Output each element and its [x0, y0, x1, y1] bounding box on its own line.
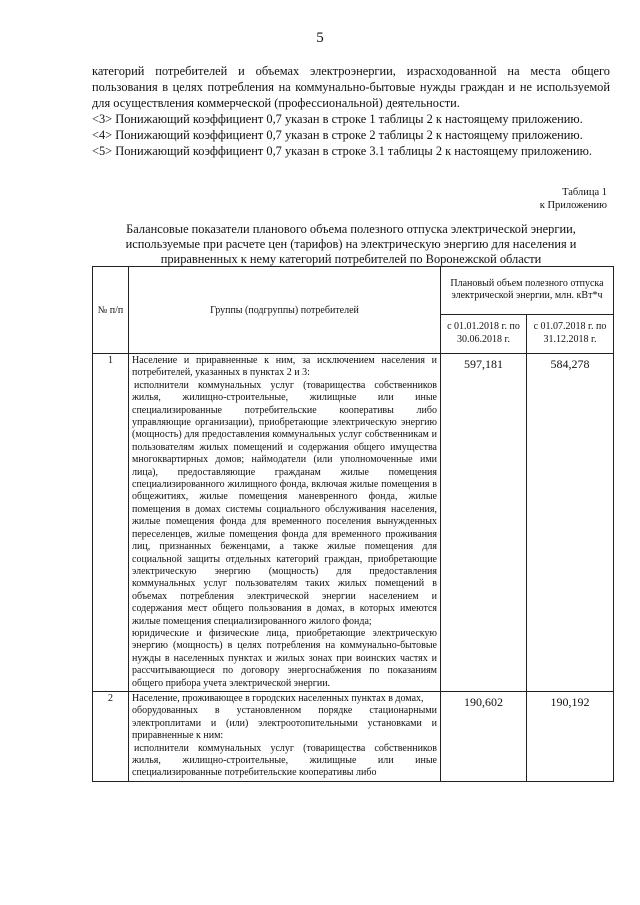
- header-period-2: с 01.07.2018 г. по 31.12.2018 г.: [527, 314, 614, 353]
- row-value-period-1: 190,602: [441, 691, 527, 781]
- table-caption-number: Таблица 1: [562, 187, 607, 198]
- group-paragraph: Население, проживающее в городских населенных пунктах в домах,: [132, 692, 424, 704]
- group-paragraph: Население и приравненные к ним, за исключением населения и потребителей, указанных в пунктах 2 и 3:: [132, 355, 437, 379]
- table-caption-appendix: к Приложению: [539, 200, 607, 211]
- table-header-row: [93, 267, 614, 315]
- page-number: 5: [316, 30, 324, 46]
- group-paragraph: оборудованных в установленном порядке стационарными электроплитами и (или) электроотопительными установками и приравненные к ним:: [132, 705, 437, 742]
- footnote-5: <5> Понижающий коэффициент 0,7 указан в строке 3.1 таблицы 2 к настоящему приложению.: [92, 144, 593, 158]
- footnote-4: <4> Понижающий коэффициент 0,7 указан в строке 2 таблицы 2 к настоящему приложению.: [92, 128, 583, 142]
- group-paragraph: исполнители коммунальных услуг (товарищества собственников жилья, жилищно-строительные, жилищные или иные специализированные потребительские кооперативы либо управляющие организации), приобретающие электрическую энергию (мощность) для предоставления коммунальных услуг собственникам и пользователям жилых помещений и содержания общего имущества многоквартирных домов; наймодатели (или уполномоченные ими лица), предоставляющие гражданам жилые помещения специализированного жилищного фонда, включая жилые помещения в общежитиях, жилые помещения маневренного фонда, жилые помещения в домах системы социального обслуживания населения, жилые помещения фонда для временного поселения вынужденных переселенцев, жилые помещения фонда для временного проживания лиц, признанных беженцами, а также жилые помещения для социальной защиты отдельных категорий граждан, приобретающие электрическую энергию (мощность) для предоставления коммунальных услуг пользователям таких жилых помещений в объемах потребления электрической энергии населением и содержания мест общего пользования в домах, в которых имеются жилые помещения специализированного жилого фонда;: [132, 379, 437, 627]
- row-group-description: [129, 691, 441, 781]
- header-period-1: с 01.01.2018 г. по 30.06.2018 г.: [441, 314, 527, 353]
- header-volume: Плановый объем полезного отпуска электрической энергии, млн. кВт*ч: [441, 267, 614, 315]
- group-paragraph: юридические и физические лица, приобретающие электрическую энергию (мощность) в целях потребления на коммунально-бытовые нужды в населенных пунктах и жилых зонах при воинских частях и рассчитывающиеся по договору энергоснабжения по показаниям общего прибора учета электрической энергии.: [132, 627, 437, 689]
- table-row: [93, 691, 614, 781]
- row-value-period-2: 584,278: [527, 354, 614, 692]
- row-number: 2: [93, 691, 129, 781]
- footnote-3: <3> Понижающий коэффициент 0,7 указан в строке 1 таблицы 2 к настоящему приложению.: [92, 112, 583, 126]
- intro-text: [92, 63, 610, 159]
- group-paragraph: исполнители коммунальных услуг (товарищества собственников жилья, жилищно-строительные, жилищные или иные специализированные потребительские кооперативы либо: [132, 742, 437, 779]
- header-groups: Группы (подгруппы) потребителей: [129, 267, 441, 354]
- row-number: 1: [93, 354, 129, 692]
- table-caption: [540, 186, 607, 212]
- row-value-period-1: 597,181: [441, 354, 527, 692]
- table-row: [93, 354, 614, 692]
- row-value-period-2: 190,192: [527, 691, 614, 781]
- header-num: № п/п: [93, 267, 129, 354]
- intro-paragraph: категорий потребителей и объемах электроэнергии, израсходованной на места общего пользования в целях потребления на коммунально-бытовые нужды граждан и не используемой для осуществления коммерческой (профессиональной) деятельности.: [92, 64, 610, 110]
- table-title: Балансовые показатели планового объема полезного отпуска электрической энергии, используемые при расчете цен (тарифов) на электрическую энергию для населения и приравненных к нему категорий потребителей по Воронежской области: [125, 222, 577, 266]
- row-group-description: [129, 354, 441, 692]
- balance-table: [92, 266, 614, 782]
